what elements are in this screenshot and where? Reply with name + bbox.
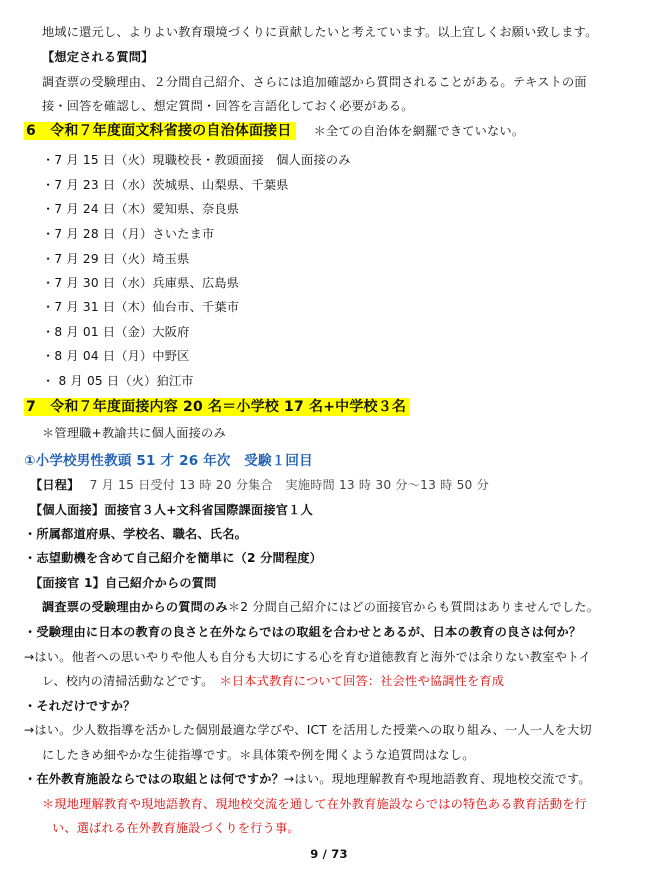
schedule-date-item: ・7 月 15 日（火）現職校長・教頭面接 個人面接のみ [42, 153, 351, 167]
section-7-heading [24, 396, 410, 416]
answer-1-line-2 [42, 672, 504, 689]
schedule-date-item: ・8 月 01 日（金）大阪府 [42, 325, 190, 339]
schedule-date-item: ・7 月 28 日（月）さいたま市 [42, 227, 215, 241]
section-6-note: ＊全ての自治体を網羅できていない。 [313, 124, 525, 138]
interview-item: ・志望動機を含めて自己紹介を簡単に（2 分間程度） [24, 551, 323, 565]
expected-questions-label: 【想定される質問】 [42, 50, 154, 64]
schedule-text: 7 月 15 日受付 13 時 20 分集合 実施時間 13 時 30 分～13 時 50 分 [89, 478, 489, 492]
schedule-date-item: ・ 8 月 05 日（火）狛江市 [42, 374, 194, 388]
interview-item: ・所属都道府県、学校名、職名、氏名。 [24, 527, 247, 541]
question-2: ・それだけですか？ [24, 699, 136, 713]
schedule-label: 【日程】 [30, 478, 80, 492]
section-6-heading [24, 120, 524, 140]
intro-line-3: 接・回答を確認し、想定質問・回答を言語化しておく必要がある。 [42, 99, 414, 113]
schedule-date-item: ・7 月 31 日（木）仙台市、千葉市 [42, 300, 240, 314]
interview-label: 【個人面接】面接官３人+文科省国際課面接官１人 [30, 503, 313, 517]
answer-1-red-note: ＊日本式教育について回答：社会性や協調性を育成 [219, 674, 505, 688]
answer-1-line-1: →はい。他者への思いやりや他人も自分も大切にする心を育む道徳教育と海外では余りない教室やトイ [24, 650, 591, 664]
schedule-date-item: ・7 月 23 日（水）茨城県、山梨県、千葉県 [42, 178, 289, 192]
schedule-date-item: ・7 月 24 日（木）愛知県、奈良県 [42, 202, 240, 216]
schedule-date-item: ・7 月 30 日（水）兵庫県、広島県 [42, 276, 240, 290]
section-7-note: ＊管理職+教諭共に個人面接のみ [42, 426, 226, 440]
schedule-row [30, 476, 489, 493]
interviewer-1-note-rest: ＊2 分間自己紹介にはどの面接官からも質問はありませんでした。 [227, 600, 600, 614]
red-note-line-1: ＊現地理解教育や現地語教育、現地校交流を通して在外教育施設ならではの特色ある教育活動を行 [42, 797, 587, 811]
section-6-title: 6 令和７年度面文科省接の自治体面接日 [24, 122, 296, 140]
interviewer-1-note-bold: 調査票の受験理由からの質問のみ [42, 600, 228, 614]
interviewer-1-label: 【面接官 1】自己紹介からの質問 [30, 576, 217, 590]
page-number: 9 / 73 [310, 847, 348, 861]
interviewer-1-note [42, 598, 599, 615]
answer-2-line-1: →はい。少人数指導を活かした個別最適な学びや、ICT を活用した授業への取り組み、一人一人を大切 [24, 723, 592, 737]
question-3-answer: →はい。現地理解教育や現地語教育、現地校交流です。 [284, 772, 591, 786]
schedule-date-item: ・8 月 04 日（月）中野区 [42, 349, 190, 363]
question-3-text: ・在外教育施設ならではの取組とは何ですか？ [24, 772, 285, 786]
schedule-date-item: ・7 月 29 日（火）埼玉県 [42, 252, 190, 266]
intro-line-2: 調査票の受験理由、２分間自己紹介、さらには追加確認から質問されることがある。テキストの面 [42, 75, 587, 89]
section-7-title: 7 令和７年度面接内容 20 名＝小学校 17 名+中学校３名 [24, 398, 410, 416]
intro-line-1: 地域に還元し、よりよい教育環境づくりに貢献したいと考えています。以上宜しくお願い致します。 [42, 25, 598, 39]
answer-2-line-2: にしたきめ細やかな生徒指導です。＊具体策や例を聞くような追質問はなし。 [42, 748, 475, 762]
red-note-line-2: い、選ばれる在外教育施設づくりを行う事。 [52, 821, 300, 835]
answer-1-text: レ、校内の清掃活動などです。 [42, 674, 214, 688]
question-3 [24, 770, 591, 787]
case-1-title: ①小学校男性教頭 51 才 26 年次 受験１回目 [24, 453, 313, 469]
question-1: ・受験理由に日本の教育の良さと在外ならではの取組を合わせとあるが、日本の教育の良さは何か？ [24, 625, 582, 639]
